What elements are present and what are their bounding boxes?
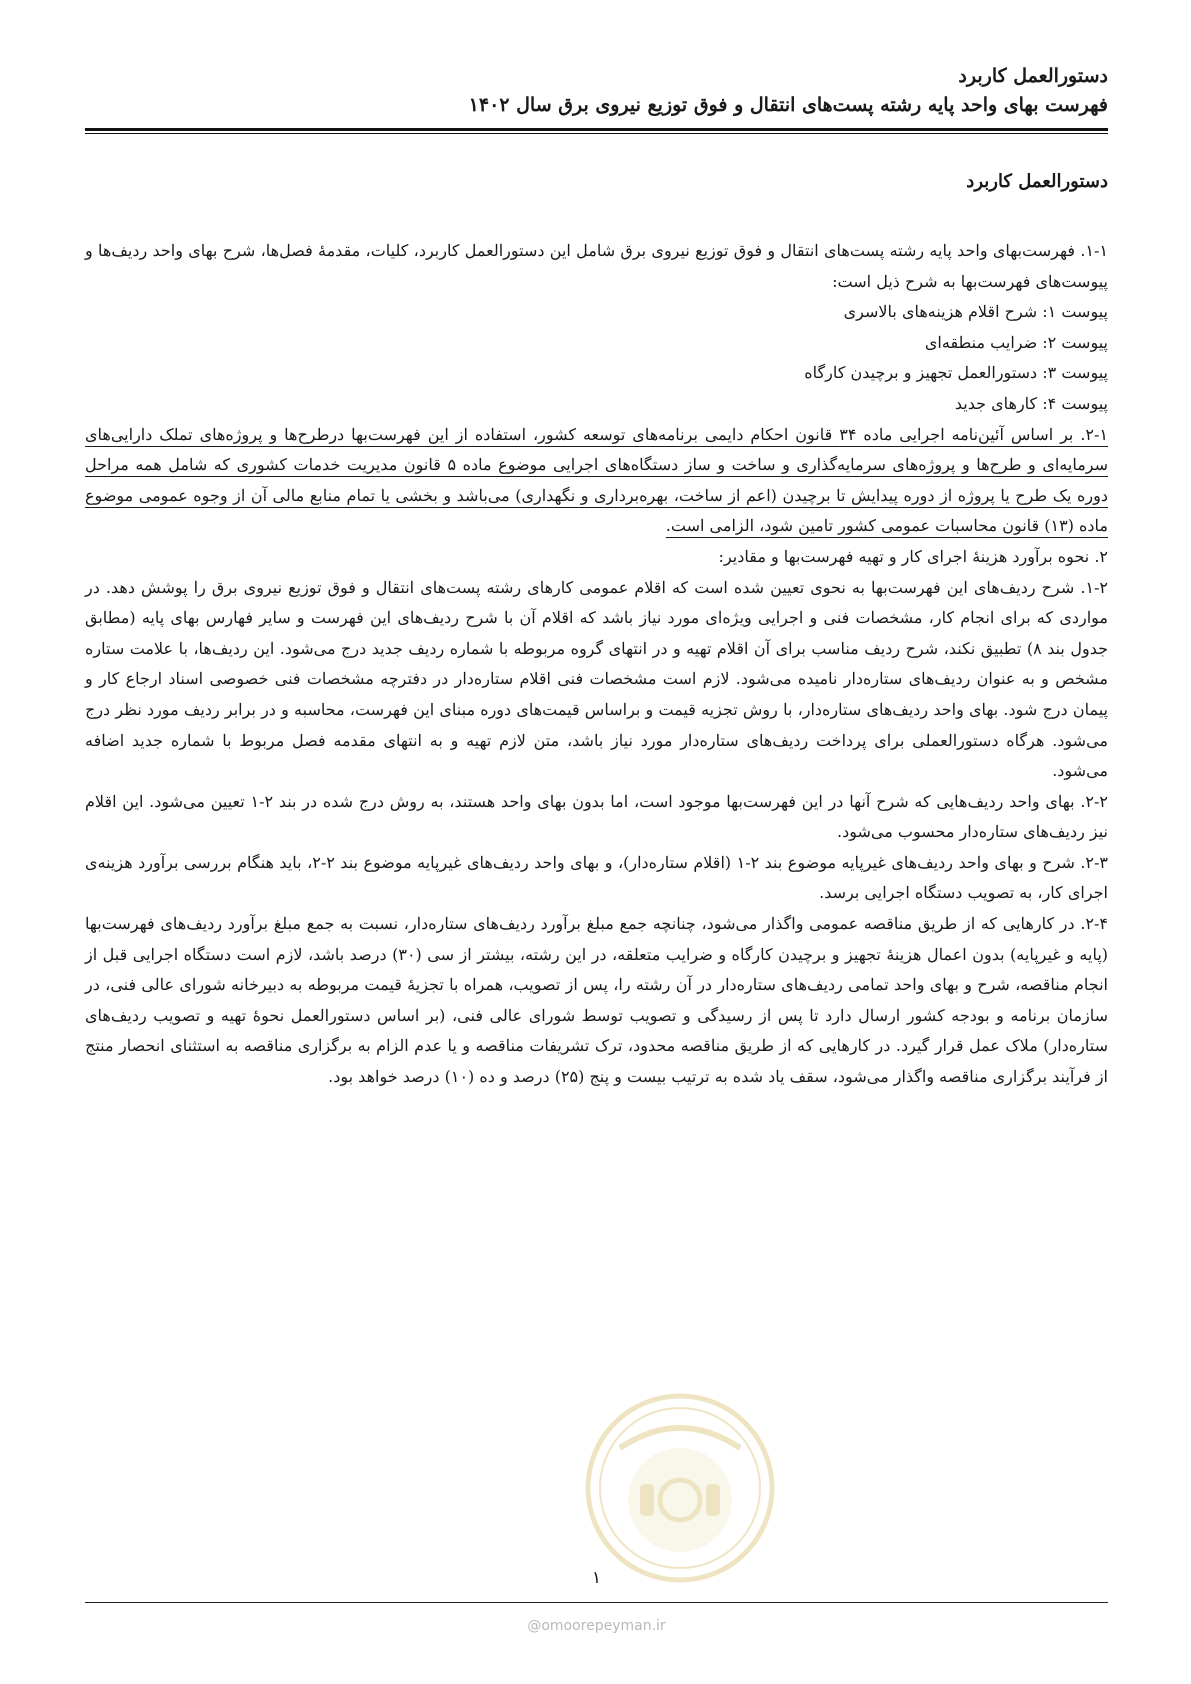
- paragraph-1-1: ۱-۱. فهرست‌بهای واحد پایه رشته پست‌های انتقال و فوق توزیع نیروی برق شامل این دستورالعمل کاربرد، کلیات، مقدمهٔ فصل‌ها، شرح بهای واحد ردیف‌ها و پیوست‌های فهرست‌بها به شرح ذیل است:: [85, 241, 1109, 291]
- appendix-3: پیوست ۳: دستورالعمل تجهیز و برچیدن کارگاه: [804, 363, 1108, 383]
- page-number: ۱: [591, 1568, 602, 1588]
- paragraph-2-2: ۲-۲. بهای واحد ردیف‌هایی که شرح آنها در این فهرست‌بها موجود است، اما بدون بهای واحد هستند، به روش درج شده در بند ۲-۱ تعیین می‌شود. این اقلام نیز ردیف‌های ستاره‌دار محسوب می‌شود.: [85, 791, 1108, 842]
- site-url: @omoorepeyman.ir: [527, 1618, 666, 1634]
- footer-rule: [85, 1602, 1108, 1603]
- appendix-2: پیوست ۲: ضرایب منطقه‌ای: [924, 332, 1108, 352]
- paragraph-1-2: ۲-۱. بر اساس آئین‌نامه اجرایی ماده ۳۴ قانون احکام دایمی برنامه‌های توسعه کشور، استفاده از این فهرست‌بها درطرح‌ها و پروژه‌های تملک دارایی‌های سرمایه‌ای و طرح‌ها و پروژه‌های سرمایه‌گذاری و ساخت و ساز دستگاه‌های اجرایی موضوع ماده ۵ قانون مدیریت خدمات کشوری که شامل همه مراحل دوره یک طرح یا پروژه از دوره پیدایش تا برچیدن (اعم از ساخت، بهره‌برداری و نگهداری) می‌باشد و بخشی یا تمام منابع مالی آن از وجوه عمومی موضوع ماده (۱۳) قانون محاسبات عمومی کشور تامین شود، الزامی است.: [85, 424, 1108, 536]
- page-header: [85, 62, 1108, 120]
- section-title: دستورالعمل کاربرد: [966, 171, 1108, 192]
- paragraph-2-4: ۲-۴. در کارهایی که از طریق مناقصه عمومی واگذار می‌شود، چنانچه جمع مبلغ برآورد ردیف‌های ستاره‌دار، نسبت به جمع مبلغ برآورد ردیف‌های فهرست‌بها (پایه و غیرپایه) بدون اعمال هزینهٔ تجهیز و برچیدن کارگاه و ضرایب متعلقه، در این رشته، بیشتر از سی (۳۰) درصد باشد، لازم است دستگاه اجرایی قبل از انجام مناقصه، شرح و بهای واحد تمامی ردیف‌های ستاره‌دار در آن رشته را، پس از تصویب، همراه با تجزیهٔ قیمت مربوطه به دبیرخانه شورای عالی فنی، در سازمان برنامه و بودجه کشور ارسال دارد تا پس از رسیدگی و تصویب توسط شورای عالی فنی، (بر اساس دستورالعمل نحوهٔ تهیه و تصویب ردیف‌های ستاره‌دار) ملاک عمل قرار گیرد. در کارهایی که از طریق مناقصه محدود، ترک تشریفات مناقصه و یا عدم الزام به برگزاری مناقصه به استثنای انحصار منتج از فرآیند برگزاری مناقصه واگذار می‌شود، سقف یاد شده به ترتیب بیست و پنج (۲۵) درصد و ده (۱۰) درصد خواهد بود.: [85, 914, 1109, 1087]
- paragraph-2-3: ۲-۳. شرح و بهای واحد ردیف‌های غیرپایه موضوع بند ۲-۱ (اقلام ستاره‌دار)، و بهای واحد ردیف‌های غیرپایه موضوع بند ۲-۲، باید هنگام بررسی برآورد هزینه‌ی اجرای کار، به تصویب دستگاه اجرایی برسد.: [85, 852, 1109, 903]
- header-subtitle: فهرست بهای واحد پایه رشته پست‌های انتقال و فوق توزیع نیروی برق سال ۱۴۰۲: [468, 94, 1108, 116]
- header-title: دستورالعمل کاربرد: [958, 65, 1108, 87]
- document-body: [85, 236, 1108, 1093]
- appendix-1: پیوست ۱: شرح اقلام هزینه‌های بالاسری: [843, 302, 1108, 322]
- paragraph-2-1: ۱-۲. شرح ردیف‌های این فهرست‌بها به نحوی تعیین شده است که اقلام عمومی کارهای رشته پست‌های انتقال و فوق توزیع نیروی برق را پوشش دهد. در مواردی که برای انجام کار، مشخصات فنی و اجرایی ویژه‌ای مورد نیاز باشد که اقلام آن با شرح ردیف‌های این فهرست و سایر فهارس بهای پایه (مطابق جدول بند ۸) تطبیق نکند، شرح ردیف مناسب برای آن اقلام تهیه و در انتهای گروه مربوطه با شماره ردیف جدید درج می‌شود. این ردیف‌ها، با علامت ستاره مشخص و به عنوان ردیف‌های ستاره‌دار نامیده می‌شود. لازم است مشخصات فنی اقلام ستاره‌دار در دفترچه مشخصات فنی خصوصی اسناد ارجاع کار و پیمان درج شود. بهای واحد ردیف‌های ستاره‌دار، با روش تجزیه قیمت و براساس قیمت‌های دوره مبنای این فهرست، محاسبه و در برابر ردیف مورد نظر درج می‌شود. هرگاه دستورالعملی برای پرداخت ردیف‌های ستاره‌دار مورد نیاز باشد، متن لازم تهیه و به انتهای مقدمه فصل مربوط با شماره جدید اضافه می‌شود.: [85, 577, 1108, 781]
- header-rule-thin: [85, 133, 1108, 134]
- header-rule-thick: [85, 128, 1108, 131]
- heading-2: ۲. نحوه برآورد هزینهٔ اجرای کار و تهیه فهرست‌بها و مقادیر:: [718, 546, 1108, 566]
- appendix-4: پیوست ۴: کارهای جدید: [954, 393, 1108, 413]
- document-page: [85, 0, 1108, 1684]
- watermark-seal-icon: [580, 1388, 780, 1588]
